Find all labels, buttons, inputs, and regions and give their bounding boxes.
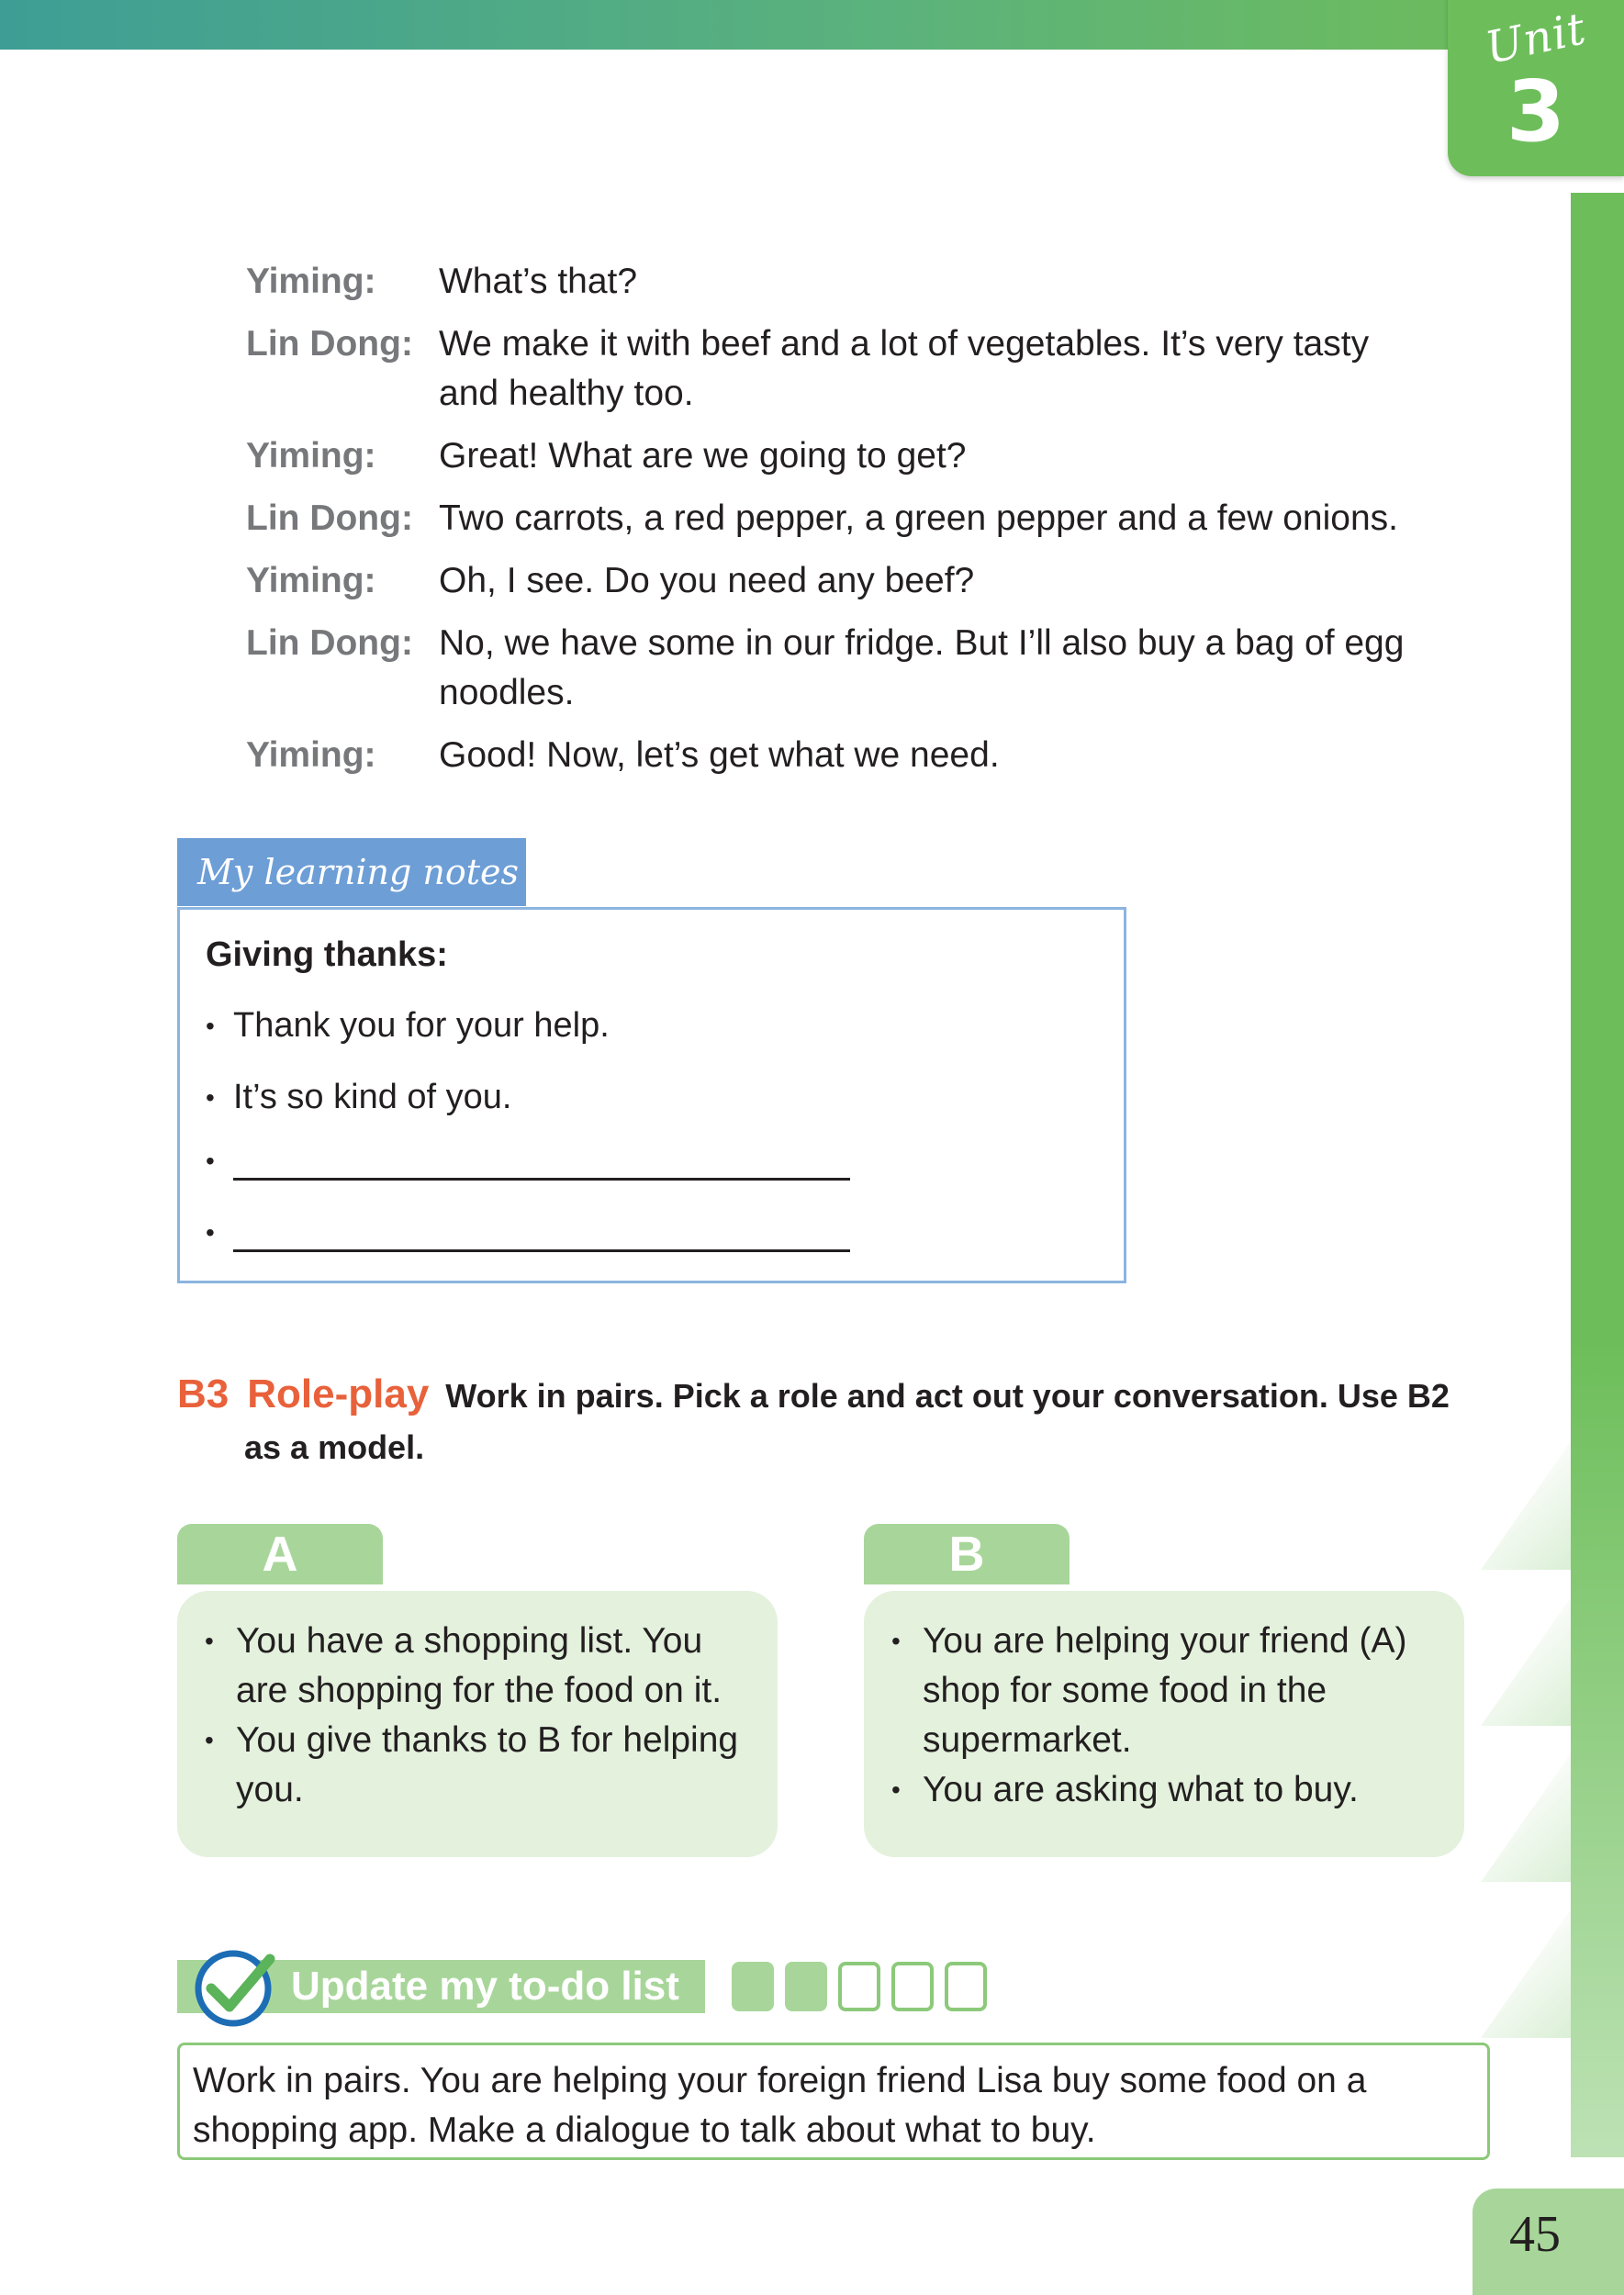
notes-item-text: It’s so kind of you.	[233, 1078, 512, 1116]
role-item-text: You are asking what to buy.	[923, 1770, 1359, 1809]
role-item	[891, 1765, 1437, 1815]
unit-number: 3	[1506, 62, 1565, 161]
dialogue-line	[246, 556, 1439, 606]
todo-label: Update my to-do list	[291, 1964, 679, 2009]
speaker-name: Lin Dong:	[246, 324, 413, 364]
dialogue-line	[246, 619, 1439, 718]
section-title: Role-play	[247, 1371, 430, 1416]
section-instruction: Work in pairs. Pick a role and act out your conversation. Use B2	[445, 1377, 1450, 1415]
bullet-icon: •	[206, 1082, 215, 1112]
unit-tab	[1448, 0, 1624, 176]
dialogue-line	[246, 494, 1439, 543]
role-b-card	[864, 1591, 1464, 1857]
progress-box-empty	[945, 1962, 987, 2011]
speech-text: Great! What are we going to get?	[439, 436, 967, 476]
bullet-icon: •	[891, 1775, 901, 1804]
speaker-name: Yiming:	[246, 735, 376, 775]
progress-box-empty	[891, 1962, 934, 2011]
speaker-name: Yiming:	[246, 262, 376, 301]
role-item	[205, 1716, 750, 1815]
unit-word: Unit	[1481, 3, 1591, 74]
learning-notes-title: My learning notes	[177, 838, 526, 906]
role-a-tab: A	[177, 1524, 383, 1584]
role-item	[205, 1617, 750, 1716]
blank-answer-line[interactable]	[233, 1213, 850, 1252]
speech-text: No, we have some in our fridge. But I’ll also buy a bag of egg noodles.	[439, 623, 1405, 712]
speech-text: Good! Now, let’s get what we need.	[439, 735, 1000, 775]
b3-section-header	[177, 1368, 1462, 1466]
speech-text: We make it with beef and a lot of vegetables. It’s very tasty and healthy too.	[439, 324, 1370, 413]
progress-box-done	[785, 1962, 827, 2011]
learning-notes-box	[177, 907, 1126, 1283]
role-a-card	[177, 1591, 778, 1857]
notes-item	[206, 1078, 511, 1117]
section-instruction-cont: as a model.	[244, 1428, 425, 1466]
side-decor-band	[1571, 193, 1624, 2157]
bullet-icon: •	[206, 1146, 215, 1175]
side-stripe	[1442, 1441, 1571, 1570]
notes-item-text: Thank you for your help.	[233, 1006, 610, 1045]
todo-progress	[732, 1962, 998, 2011]
role-item-text: You give thanks to B for helping you.	[236, 1720, 739, 1809]
speaker-name: Lin Dong:	[246, 498, 413, 538]
bullet-icon: •	[891, 1627, 901, 1655]
blank-answer-line[interactable]	[233, 1141, 850, 1181]
speech-text: Oh, I see. Do you need any beef?	[439, 561, 975, 600]
page-number: 45	[1509, 2206, 1561, 2263]
speaker-name: Yiming:	[246, 436, 376, 476]
checkmark-circle-icon	[193, 1944, 277, 2029]
role-item	[891, 1617, 1437, 1765]
progress-box-done	[732, 1962, 774, 2011]
page-number-tab	[1473, 2189, 1624, 2295]
notes-blank-item	[206, 1213, 850, 1252]
bullet-icon: •	[205, 1726, 214, 1754]
dialogue-line	[246, 257, 1439, 307]
bullet-icon: •	[205, 1627, 214, 1655]
top-header-band	[0, 0, 1469, 50]
notes-heading: Giving thanks:	[206, 935, 448, 974]
progress-box-empty	[838, 1962, 880, 2011]
notes-blank-item	[206, 1141, 850, 1181]
side-stripe	[1442, 1909, 1571, 2038]
dialogue-line	[246, 319, 1439, 419]
section-code: B3	[177, 1371, 230, 1416]
speaker-name: Lin Dong:	[246, 623, 413, 663]
todo-task-box: Work in pairs. You are helping your foreign friend Lisa buy some food on a shopping app. Make a dialogue to talk about what to buy.	[177, 2043, 1490, 2160]
role-item-text: You are helping your friend (A) shop for some food in the supermarket.	[923, 1621, 1407, 1760]
speaker-name: Yiming:	[246, 561, 376, 600]
dialogue-line	[246, 731, 1439, 780]
role-item-text: You have a shopping list. You are shopping for the food on it.	[236, 1621, 722, 1710]
dialogue	[246, 257, 1439, 793]
notes-item	[206, 1006, 610, 1046]
bullet-icon: •	[206, 1011, 215, 1040]
speech-text: What’s that?	[439, 262, 638, 301]
role-b-tab: B	[864, 1524, 1070, 1584]
dialogue-line	[246, 431, 1439, 481]
bullet-icon: •	[206, 1217, 215, 1247]
speech-text: Two carrots, a red pepper, a green pepper and a few onions.	[439, 498, 1399, 538]
